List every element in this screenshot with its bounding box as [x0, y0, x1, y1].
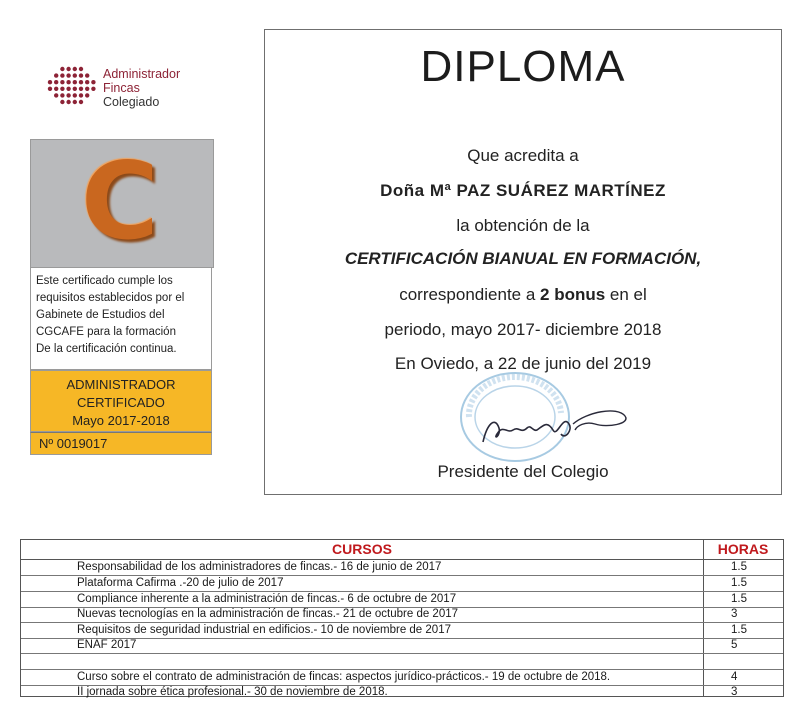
- bonus-post: en el: [605, 285, 647, 304]
- diploma-line-accredits: Que acredita a: [467, 146, 579, 165]
- course-name: Requisitos de seguridad industrial en edificios.- 10 de noviembre de 2017: [77, 624, 451, 636]
- table-row: [21, 623, 783, 639]
- certificate-description: [30, 267, 212, 370]
- certificate-text-line: Este certificado cumple los: [36, 275, 173, 287]
- status-line: ADMINISTRADOR: [66, 377, 176, 392]
- courses-table: [20, 539, 784, 697]
- table-row: [21, 576, 783, 592]
- table-header: [21, 540, 783, 560]
- diploma-place-date: En Oviedo, a 22 de junio del 2019: [394, 354, 652, 373]
- course-hours: 1.5: [731, 624, 747, 636]
- table-row: [21, 607, 783, 623]
- status-line: CERTIFICADO: [77, 395, 165, 410]
- header-hours: HORAS: [717, 541, 769, 557]
- course-hours: 5: [731, 639, 738, 651]
- table-row: [21, 670, 783, 686]
- bonus-pre: correspondiente a: [399, 285, 541, 304]
- certificate-text-line: requisitos establecidos por el: [36, 292, 185, 304]
- course-hours: 3: [731, 608, 738, 620]
- diploma-frame: [264, 29, 782, 495]
- course-hours: 1.5: [731, 593, 747, 605]
- certificate-number: Nº 0019017: [30, 432, 212, 455]
- status-line: Mayo 2017-2018: [72, 413, 170, 428]
- diploma-line-bonus: [265, 285, 781, 305]
- table-row: [21, 638, 783, 654]
- dot-grid-logo-icon: [46, 64, 98, 108]
- course-name: Responsabilidad de los administradores de fincas.- 16 de junio de 2017: [77, 561, 442, 573]
- certificate-text-line: De la certificación continua.: [36, 343, 177, 355]
- course-hours: 4: [731, 671, 738, 683]
- course-name: Curso sobre el contrato de administración de fincas: aspectos jurídico-prácticos.- 19 de octubre de 2018.: [77, 671, 611, 683]
- table-row: [21, 685, 783, 700]
- course-hours: 1.5: [731, 561, 747, 573]
- bonus-count: 2 bonus: [540, 285, 606, 304]
- table-row: [21, 654, 783, 670]
- course-name: ENAF 2017: [77, 639, 137, 651]
- table-row: [21, 560, 783, 576]
- diploma-signatory: Presidente del Colegio: [437, 462, 609, 481]
- signature-icon: [477, 394, 637, 454]
- course-name: Plataforma Cafirma .-20 de julio de 2017: [77, 577, 284, 589]
- course-name: Compliance inherente a la administración de fincas.- 6 de octubre de 2017: [77, 593, 457, 605]
- certificate-badge: [30, 139, 214, 268]
- logo-line-1: Administrador: [103, 67, 181, 81]
- college-logo: [46, 62, 246, 112]
- course-name: II jornada sobre ética profesional.- 30 de noviembre de 2018.: [77, 686, 388, 698]
- header-courses: CURSOS: [332, 541, 392, 557]
- logo-line-2: Fincas: [103, 81, 140, 95]
- certificate-text-line: Gabinete de Estudios del: [36, 309, 165, 321]
- logo-line-3: Colegiado: [103, 95, 160, 109]
- course-hours: 1.5: [731, 577, 747, 589]
- certificate-status: [30, 370, 212, 432]
- certificate-text-line: CGCAFE para la formación: [36, 326, 176, 338]
- table-row: [21, 592, 783, 608]
- diploma-certification: CERTIFICACIÓN BIANUAL EN FORMACIÓN,: [344, 249, 702, 268]
- diploma-line-obtaining: la obtención de la: [456, 216, 590, 235]
- certificate-letter: C: [81, 140, 159, 263]
- diploma-recipient: Doña Mª PAZ SUÁREZ MARTÍNEZ: [380, 181, 666, 200]
- course-hours: 3: [731, 686, 738, 698]
- diploma-title: DIPLOMA: [420, 42, 626, 91]
- diploma-period: periodo, mayo 2017- diciembre 2018: [384, 320, 662, 339]
- course-name: Nuevas tecnologías en la administración de fincas.- 21 de octubre de 2017: [77, 608, 459, 620]
